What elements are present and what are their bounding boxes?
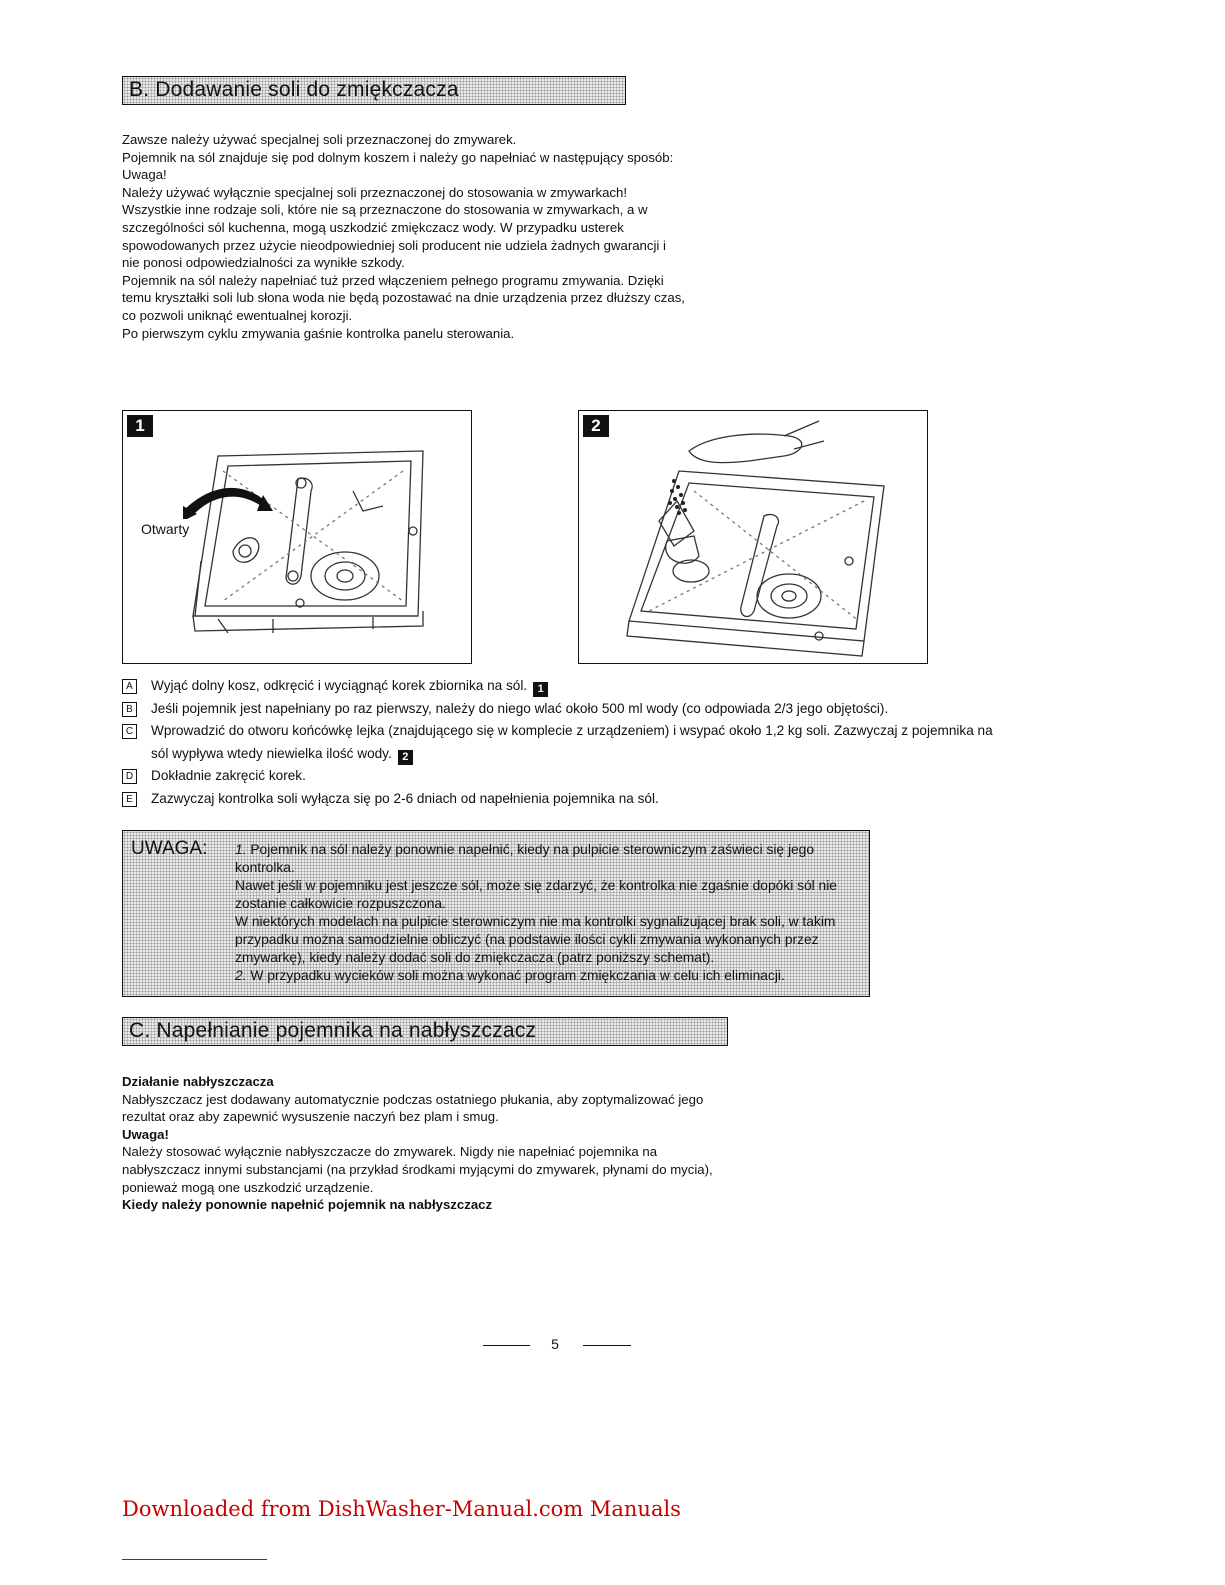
paragraph: Zawsze należy używać specjalnej soli przeznaczonej do zmywarek. [122, 132, 517, 147]
figure-2-number: 2 [583, 415, 609, 437]
section-c-title: C. Napełnianie pojemnika na nabłyszczacz [129, 1019, 537, 1042]
paragraph: Po pierwszym cyklu zmywania gaśnie kontrolka panelu sterowania. [122, 325, 515, 341]
section-b-body [122, 131, 687, 342]
footer-link-underline [122, 1559, 267, 1560]
step-a [122, 675, 1002, 698]
salt-filling-illustration [579, 411, 926, 662]
note-item-1 [235, 841, 865, 877]
section-b-heading [122, 76, 626, 105]
section-b-title: B. Dodawanie soli do zmiękczacza [129, 78, 459, 101]
note-item-2-number: 2. [235, 968, 247, 983]
footer-download-link[interactable]: Downloaded from DishWasher-Manual.com Manuals [122, 1497, 681, 1521]
step-text: Wprowadzić do otworu końcówkę lejka (znajdującego się w komplecie z urządzeniem) i wsypać około 1,2 kg soli. Zazwyczaj z pojemnika na sól wypływa wtedy niewielka ilość wody. [151, 723, 993, 761]
note-item-2 [235, 967, 865, 985]
paragraph: Należy stosować wyłącznie nabłyszczacze do zmywarek. Nigdy nie napełniać pojemnika na nabłyszczacz innymi substancjami (na przykład środkami myjącymi do zmywarek, płynami do mycia), ponieważ mogą one uszkodzić urządzenie. [122, 1144, 713, 1195]
figure-1-number: 1 [127, 415, 153, 437]
step-letter: D [122, 769, 137, 784]
step-text: Dokładnie zakręcić korek. [151, 768, 306, 783]
note-item-1-text: Pojemnik na sól należy ponownie napełnić, kiedy na pulpicie sterowniczym zaświeci się jego kontrolka. [235, 842, 815, 875]
page-number: 5 [551, 1336, 559, 1352]
instruction-steps [122, 675, 1002, 810]
step-text: Jeśli pojemnik jest napełniany po raz pierwszy, należy do niego wlać około 500 ml wody (co odpowiada 2/3 jego objętości). [151, 700, 889, 716]
figure-1-open-label: Otwarty [141, 521, 190, 537]
step-letter: C [122, 724, 137, 739]
figure-reference: 2 [398, 750, 413, 765]
paragraph: Uwaga! [122, 167, 167, 183]
figure-2 [578, 410, 928, 664]
paragraph: Pojemnik na sól znajduje się pod dolnym koszem i należy go napełniać w następujący sposób: [122, 149, 674, 165]
paragraph: Nabłyszczacz jest dodawany automatycznie podczas ostatniego płukania, aby zoptymalizować jego rezultat oraz aby zapewnić wysuszenie naczyń bez plam i smug. [122, 1091, 704, 1125]
figure-reference: 1 [533, 682, 548, 697]
note-content [235, 841, 865, 985]
figure-1 [122, 410, 472, 664]
step-c [122, 720, 1002, 765]
step-letter: A [122, 679, 137, 694]
step-text: Zazwyczaj kontrolka soli wyłącza się po 2-6 dniach od napełnienia pojemnika na sól. [151, 790, 659, 806]
subheading: Uwaga! [122, 1126, 169, 1142]
paragraph: Należy używać wyłącznie specjalnej soli przeznaczonej do stosowania w zmywarkach! Wszystkie inne rodzaje soli, które nie są przeznaczone do stosowania w zmywarkach, a w szczególności sól kuchenna, mogą uszkodzić zmiękczacz wody. W przypadku usterek spowodowanych przez użycie nieodpowiedniej soli producent nie udziela żadnych gwarancji i nie ponosi odpowiedzialności za wynikłe szkody. [122, 184, 666, 271]
warning-note-box [122, 830, 870, 997]
subheading: Kiedy należy ponownie napełnić pojemnik na nabłyszczacz [122, 1197, 493, 1213]
note-label: UWAGA: [131, 838, 208, 859]
step-d [122, 765, 1002, 788]
paragraph: Pojemnik na sól należy napełniać tuż przed włączeniem pełnego programu zmywania. Dzięki temu kryształki soli lub słona woda nie będą pozostawać na dnie urządzenia przez dłuższy czas, co pozwoli uniknąć ewentualnej korozji. [122, 272, 685, 323]
section-c-body [122, 1073, 732, 1214]
note-item-1-line3: W niektórych modelach na pulpicie sterowniczym nie ma kontrolki sygnalizującej brak soli, w takim przypadku można samodzielnie obliczyć (na podstawie ilości cykli zmywania wykonanych przez zmywarkę), kiedy należy dodać soli do zmiękczacza (patrz poniższy schemat). [235, 914, 836, 965]
step-e [122, 788, 1002, 811]
subheading: Działanie nabłyszczacza [122, 1074, 274, 1089]
note-item-2-text: W przypadku wycieków soli można wykonać program zmiękczania w celu ich eliminacji. [250, 968, 785, 983]
page-number-rule-right [583, 1345, 631, 1346]
note-item-1-number: 1. [235, 842, 247, 857]
step-b [122, 698, 1002, 721]
note-item-1-line2: Nawet jeśli w pojemniku jest jeszcze sól, może się zdarzyć, że kontrolka nie zgaśnie dopóki sól nie zostanie całkowicie rozpuszczona. [235, 878, 837, 911]
section-c-heading [122, 1017, 728, 1046]
step-letter: E [122, 792, 137, 807]
step-letter: B [122, 702, 137, 717]
step-text: Wyjąć dolny kosz, odkręcić i wyciągnąć korek zbiornika na sól. [151, 678, 528, 693]
page-number-rule-left [483, 1345, 530, 1346]
